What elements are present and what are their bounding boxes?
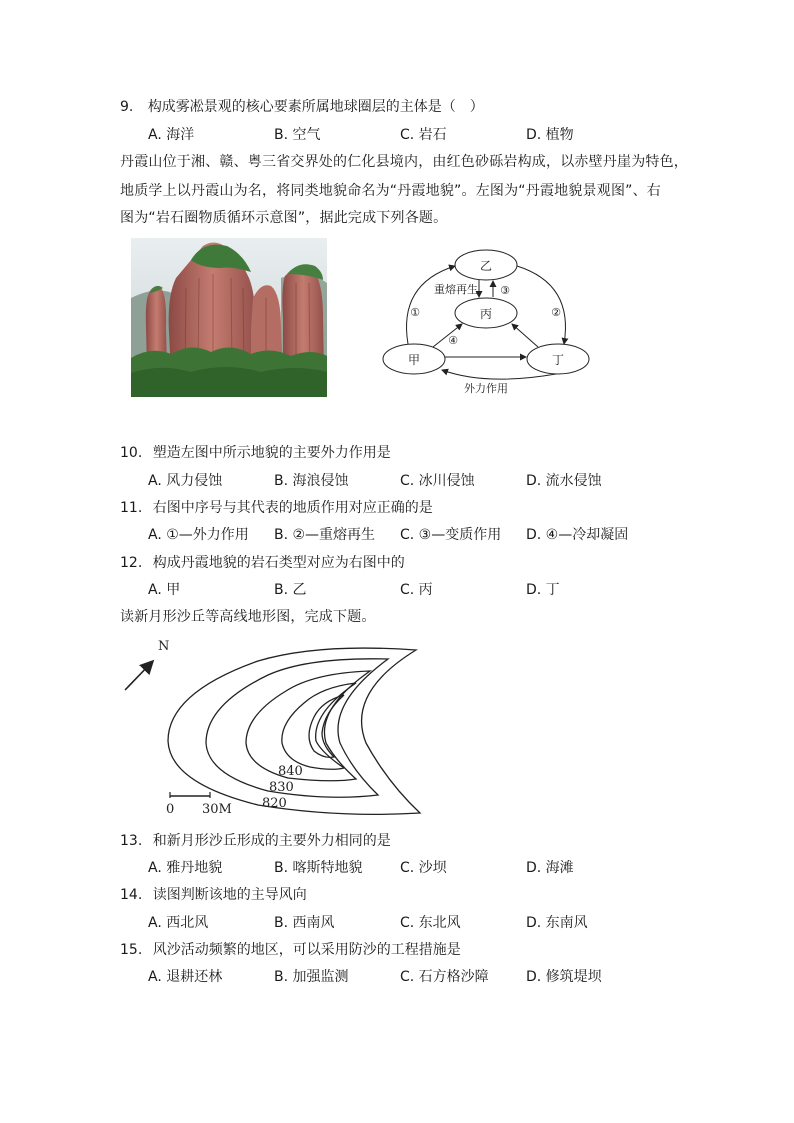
question-text: 和新月形沙丘形成的主要外力相同的是 <box>152 833 391 849</box>
option-b: B. 空气 <box>274 127 321 143</box>
question-11 <box>120 497 433 517</box>
question-15 <box>120 939 461 959</box>
arrow-2-label: ② <box>551 306 561 319</box>
option-b: B. 加强监测 <box>274 969 349 985</box>
option-a: A. 甲 <box>148 582 181 598</box>
passage-line-1: 丹霞山位于湘、赣、粤三省交界处的仁化县境内，由红色砂砾岩构成，以赤壁丹崖为特色， <box>120 154 688 170</box>
passage-2: 读新月形沙丘等高线地形图，完成下题。 <box>120 609 376 625</box>
north-label: N <box>158 639 170 654</box>
question-number: 15. <box>120 942 143 958</box>
option-d: D. 修筑堤坝 <box>526 969 602 985</box>
option-a: A. ①—外力作用 <box>148 527 249 543</box>
question-text: 右图中序号与其代表的地质作用对应正确的是 <box>152 500 433 516</box>
question-13 <box>120 830 391 850</box>
question-number: 10. <box>120 445 143 461</box>
option-c: C. ③—变质作用 <box>400 527 502 543</box>
question-text: 读图判断该地的主导风向 <box>152 887 307 903</box>
option-b: B. 喀斯特地貌 <box>274 860 363 876</box>
question-14 <box>120 884 307 904</box>
question-10 <box>120 442 391 462</box>
question-9 <box>120 96 484 116</box>
contour-820 <box>168 648 420 814</box>
question-text: 风沙活动频繁的地区，可以采用防沙的工程措施是 <box>152 942 461 958</box>
arrow-1-label: ① <box>410 306 420 319</box>
node-ding-label: 丁 <box>551 353 565 367</box>
option-b: B. 乙 <box>274 582 307 598</box>
arrow-3-label: ③ <box>500 284 510 297</box>
option-a: A. 海洋 <box>148 127 195 143</box>
option-d: D. 植物 <box>526 127 574 143</box>
option-b: B. 海浪侵蚀 <box>274 473 349 489</box>
question-number: 13. <box>120 833 143 849</box>
elevation-label-840: 840 <box>278 764 303 779</box>
option-b: B. ②—重熔再生 <box>274 527 376 543</box>
option-d: D. 海滩 <box>526 860 574 876</box>
scale-zero-label: 0 <box>166 802 175 817</box>
elevation-label-830: 830 <box>269 780 294 795</box>
question-text: 塑造左图中所示地貌的主要外力作用是 <box>152 445 391 461</box>
danxia-landform-photo <box>131 238 327 397</box>
question-number: 9. <box>120 99 134 115</box>
arrow-4-label: ④ <box>448 334 458 347</box>
question-12 <box>120 552 405 572</box>
barchan-dune-contour-map <box>118 633 422 818</box>
question-number: 12. <box>120 555 143 571</box>
option-b: B. 西南风 <box>274 915 335 931</box>
passage-line-2: 地质学上以丹霞山为名，将同类地貌命名为“丹霞地貌”。左图为“丹霞地貌景观图”、右 <box>120 183 662 199</box>
rock-cycle-diagram <box>378 244 593 399</box>
passage-line-3: 图为“岩石圈物质循环示意图”，据此完成下列各题。 <box>120 210 448 226</box>
question-text: 构成丹霞地貌的岩石类型对应为右图中的 <box>152 555 405 571</box>
scale-end-label: 30M <box>202 802 232 817</box>
option-c: C. 岩石 <box>400 127 447 143</box>
option-c: C. 沙坝 <box>400 860 447 876</box>
option-d: D. 丁 <box>526 582 560 598</box>
option-c: C. 东北风 <box>400 915 461 931</box>
option-d: D. 流水侵蚀 <box>526 473 602 489</box>
option-d: D. 东南风 <box>526 915 588 931</box>
remelt-label: 重熔再生 <box>434 283 478 296</box>
elevation-label-820: 820 <box>262 796 287 811</box>
node-bing-label: 丙 <box>479 307 493 321</box>
option-a: A. 风力侵蚀 <box>148 473 223 489</box>
node-yi-label: 乙 <box>479 259 493 273</box>
option-c: C. 石方格沙障 <box>400 969 489 985</box>
north-arrow-icon <box>125 662 152 690</box>
option-a: A. 退耕还林 <box>148 969 223 985</box>
question-text: 构成雾凇景观的核心要素所属地球圈层的主体是（ ） <box>147 99 484 115</box>
external-force-label: 外力作用 <box>464 382 508 395</box>
option-a: A. 雅丹地貌 <box>148 860 223 876</box>
option-a: A. 西北风 <box>148 915 209 931</box>
question-number: 14. <box>120 887 143 903</box>
option-c: C. 冰川侵蚀 <box>400 473 475 489</box>
option-c: C. 丙 <box>400 582 433 598</box>
node-jia-label: 甲 <box>407 353 421 367</box>
contour-inner-1 <box>282 683 356 769</box>
option-d: D. ④—冷却凝固 <box>526 527 629 543</box>
question-number: 11. <box>120 500 143 516</box>
